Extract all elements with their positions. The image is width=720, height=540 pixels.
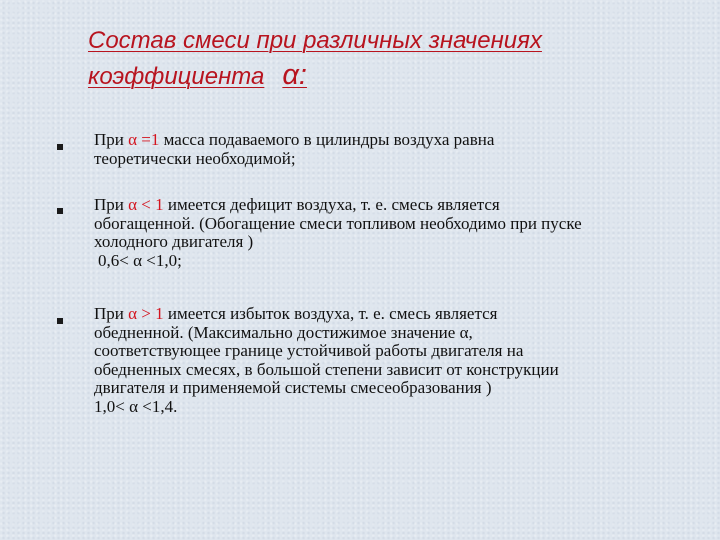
title-line-1: Состав смеси при различных значениях <box>88 27 542 54</box>
bullet-1-alpha: α <box>128 130 138 149</box>
bullet-1-condition: =1 <box>137 130 160 149</box>
bullet-3-prefix: При <box>94 304 129 323</box>
title-line-2-text: коэффициента <box>88 63 265 90</box>
bullet-3-condition: > 1 <box>137 304 164 323</box>
bullet-2-line-3: холодного двигателя ) <box>94 232 254 251</box>
bullet-1-line-1 <box>94 131 694 150</box>
bullet-2-line-2: обогащенной. (Обогащение смеси топливом необходимо при пуске <box>94 213 582 233</box>
bullet-1-line-1-rest: масса подаваемого в цилиндры воздуха равна <box>159 130 495 149</box>
bullet-3-line-3: соответствующее границе устойчивой работы двигателя на <box>94 341 524 360</box>
bullet-3-line-1 <box>94 305 694 324</box>
bullet-1-line-2: теоретически необходимой; <box>94 148 296 168</box>
bullet-2-prefix: При <box>94 195 129 214</box>
bullet-3-alpha: α <box>128 304 138 323</box>
bullet-item-3 <box>94 305 694 416</box>
bullet-item-2 <box>94 196 694 270</box>
bullet-3-range: 1,0< α <1,4. <box>94 396 178 416</box>
bullet-3-line-1-rest: имеется избыток воздуха, т. е. смесь является <box>163 304 498 323</box>
bullet-marker-3 <box>57 318 63 324</box>
bullet-2-line-1-rest: имеется дефицит воздуха, т. е. смесь является <box>163 195 500 214</box>
bullet-3-line-4: обедненных смесях, в большой степени зависит от конструкции <box>94 359 559 379</box>
title-alpha-symbol: α: <box>282 59 307 91</box>
bullet-marker-2 <box>57 208 63 214</box>
bullet-2-alpha: α <box>128 195 138 214</box>
bullet-3-line-2: обедненной. (Максимально достижимое значение α, <box>94 322 473 342</box>
bullet-marker-1 <box>57 144 63 150</box>
bullet-2-line-1 <box>94 196 694 215</box>
bullet-2-condition: < 1 <box>137 195 164 214</box>
bullet-1-prefix: При <box>94 130 129 149</box>
bullet-3-line-5: двигателя и применяемой системы смесеобразования ) <box>94 378 492 397</box>
bullet-item-1 <box>94 131 694 168</box>
bullet-2-range: 0,6< α <1,0; <box>98 250 182 270</box>
